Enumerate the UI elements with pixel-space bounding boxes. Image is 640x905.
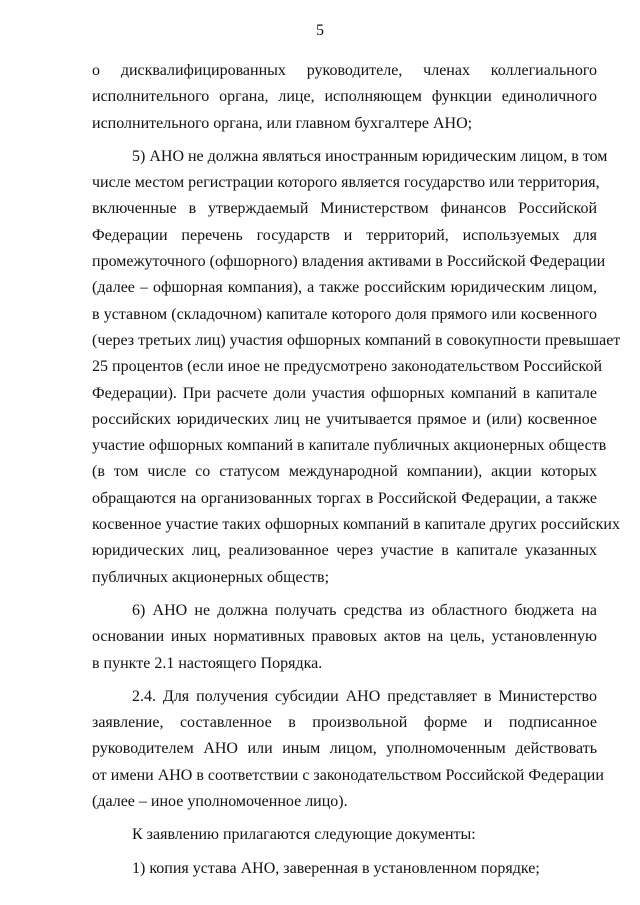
text-line: 25 процентов (если иное не предусмотрено законодательством Российской [92, 358, 603, 376]
text-line: 2.4. Для получения субсидии АНО представляет в Министерство [132, 687, 597, 705]
text-line: публичных акционерных обществ; [92, 568, 330, 586]
text-line: юридических лиц, реализованное через участие в капитале указанных [92, 542, 597, 560]
text-line: (через третьих лиц) участия офшорных компаний в совокупности превышает [92, 331, 621, 349]
text-line: в пункте 2.1 настоящего Порядка. [92, 654, 323, 672]
text-line: обращаются на организованных торгах в Российской Федерации, а также [92, 489, 597, 507]
text-line: основании иных нормативных правовых актов на цель, установленную [92, 628, 597, 646]
text-line: исполнительного органа, или главном бухгалтере АНО; [92, 114, 473, 132]
text-line: исполнительного органа, лице, исполняющем функции единоличного [92, 88, 597, 106]
text-line: участие офшорных компаний в капитале публичных акционерных обществ [92, 437, 607, 455]
paragraph-item-5 [92, 144, 621, 591]
paragraph-attachments-intro [92, 822, 597, 848]
text-line: числе местом регистрации которого является государство или территория, [92, 174, 600, 192]
paragraph-disqualified-persons [92, 58, 597, 137]
text-line: (в том числе со статусом международной компании), акции которых [92, 463, 597, 481]
paragraph-2-4 [92, 684, 604, 815]
text-line: косвенное участие таких офшорных компаний в капитале других российских [92, 516, 620, 534]
text-line: (далее – офшорная компания), а также российским юридическим лицом, [92, 279, 597, 297]
text-line: в уставном (складочном) капитале которого доля прямого или косвенного [92, 305, 597, 323]
text-line: 5) АНО не должна являться иностранным юридическим лицом, в том [132, 147, 608, 165]
text-line: Федерации). При расчете доли участия офшорных компаний в капитале [92, 384, 597, 402]
text-line: (далее – иное уполномоченное лицо). [92, 793, 348, 811]
text-line: 6) АНО не должна получать средства из областного бюджета на [132, 601, 597, 619]
text-line: Федерации перечень государств и территорий, используемых для [92, 226, 597, 244]
text-line: заявление, составленное в произвольной форме и подписанное [92, 714, 597, 732]
text-line: российских юридических лиц не учитывается прямое и (или) косвенное [92, 410, 597, 428]
page-number: 5 [316, 22, 324, 39]
text-line: включенные в утверждаемый Министерством финансов Российской [92, 200, 597, 218]
text-line: 1) копия устава АНО, заверенная в установленном порядке; [132, 859, 540, 877]
paragraph-item-6 [92, 598, 597, 677]
paragraph-attachment-1 [92, 856, 597, 882]
text-line: о дисквалифицированных руководителе, членах коллегиального [92, 62, 597, 79]
document-body [92, 58, 621, 882]
text-line: К заявлению прилагаются следующие документы: [132, 826, 476, 844]
text-line: от имени АНО в соответствии с законодательством Российской Федерации [92, 766, 604, 784]
text-line: руководителем АНО или иным лицом, уполномоченным действовать [92, 740, 597, 758]
text-line: промежуточного (офшорного) владения активами в Российской Федерации [92, 253, 606, 271]
